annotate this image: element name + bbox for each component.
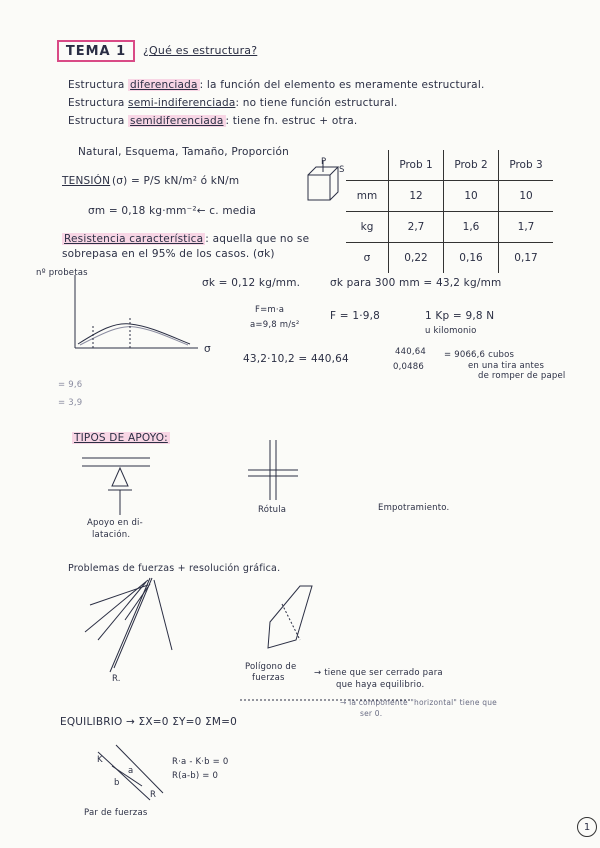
table-cell: 2,7 xyxy=(389,212,444,243)
type3-term: semidiferenciada xyxy=(130,115,224,127)
sigma-axis-label: σ xyxy=(204,343,211,355)
force-polygon-sketch xyxy=(240,586,410,700)
poligono-label-1: Polígono de xyxy=(245,662,297,672)
calc2-note2: de romper de papel xyxy=(478,371,566,381)
fm-line: F=m·a xyxy=(255,305,285,315)
table-cell: 10 xyxy=(499,181,554,212)
cube-sketch xyxy=(308,160,338,200)
type2-term: semi-indiferenciada xyxy=(128,97,236,109)
p-label: P xyxy=(321,157,327,167)
type3-word: Estructura xyxy=(68,115,125,127)
table-row-unit: kg xyxy=(346,212,389,243)
question-text: ¿Qué es estructura? xyxy=(143,44,258,57)
comp-label-2: ser 0. xyxy=(360,709,383,718)
table-row-unit: σ xyxy=(363,252,371,264)
table-header: Prob 2 xyxy=(444,150,499,181)
cerrado-label-2: que haya equilibrio. xyxy=(336,680,425,690)
poligono-label-2: fuerzas xyxy=(252,673,285,683)
tension-label: TENSIÓN xyxy=(62,175,111,187)
table-cell: 0,16 xyxy=(444,243,499,274)
calc2-den: 0,0486 xyxy=(393,362,424,372)
eq2-line: R(a-b) = 0 xyxy=(172,771,219,781)
eq1-line: R·a - K·b = 0 xyxy=(172,757,229,767)
calc2-num: 440,64 xyxy=(395,347,426,357)
s-label: S xyxy=(339,165,345,175)
par-fuerzas-sketch xyxy=(98,745,163,800)
table-row-unit: mm xyxy=(346,181,389,212)
table-cell: 12 xyxy=(389,181,444,212)
type1-desc: : la función del elemento es meramente estructural. xyxy=(199,79,485,91)
natural-line: Natural, Esquema, Tamaño, Proporción xyxy=(78,146,289,158)
par-a-label: a xyxy=(128,766,134,776)
type2-word: Estructura xyxy=(68,97,125,109)
tension-formula: (σ) = P/S kN/m² ó kN/m xyxy=(112,175,240,187)
side-note-2: = 3,9 xyxy=(58,398,83,408)
distribution-sketch xyxy=(75,275,198,348)
sigma-k-para-line: σk para 300 mm = 43,2 kg/mm xyxy=(330,277,502,289)
calc2-note1: en una tira antes xyxy=(468,361,545,371)
type3-desc: : tiene fn. estruc + otra. xyxy=(225,115,358,127)
table-cell: 0,22 xyxy=(389,243,444,274)
par-r-label: R xyxy=(150,790,157,800)
par-b-label: b xyxy=(114,778,120,788)
table-cell: 1,6 xyxy=(444,212,499,243)
nprobetas-label: nº probetas xyxy=(36,268,88,278)
resistencia-desc: : aquella que no se xyxy=(205,233,310,245)
sigma-m-line: σm = 0,18 kg·mm⁻²← c. media xyxy=(88,205,257,217)
kp-line: 1 Kp = 9,8 N xyxy=(425,310,495,322)
table-cell: 0,17 xyxy=(514,252,538,264)
fuerzas-title: Problemas de fuerzas + resolución gráfica. xyxy=(68,563,281,574)
apoyo-label-2: latación. xyxy=(92,530,131,540)
calc1-line: 43,2·10,2 = 440,64 xyxy=(243,353,349,365)
resistencia-term: Resistencia característica xyxy=(64,233,204,245)
par-k-label: K xyxy=(97,755,103,765)
f-val-line: F = 1·9,8 xyxy=(330,310,381,322)
apoyo-dilatacion-sketch xyxy=(82,458,150,515)
apoyos-title-text: TIPOS DE APOYO: xyxy=(74,432,168,444)
type1-word: Estructura xyxy=(68,79,125,91)
force-fan-sketch xyxy=(85,578,172,672)
rotula-label: Rótula xyxy=(258,505,287,515)
r-label: R. xyxy=(112,674,121,684)
table-cell: 1,7 xyxy=(499,212,554,243)
rotula-sketch xyxy=(248,440,298,500)
page-number: 1 xyxy=(577,817,597,837)
equilibrio-line: EQUILIBRIO → ΣX=0 ΣY=0 ΣM=0 xyxy=(60,716,238,728)
par-label: Par de fuerzas xyxy=(84,808,148,818)
tema-title: TEMA 1 xyxy=(57,40,135,62)
fm-a-line: a=9,8 m/s² xyxy=(250,320,300,330)
empotramiento-label: Empotramiento. xyxy=(378,503,450,513)
sigma-k-line: σk = 0,12 kg/mm. xyxy=(202,277,301,289)
kilomonio-line: u kilomonio xyxy=(425,326,477,336)
calc2-res: = 9066,6 cubos xyxy=(444,350,515,360)
type1-term: diferenciada xyxy=(130,79,198,91)
table-header: Prob 3 xyxy=(499,150,554,181)
table-cell: 10 xyxy=(444,181,499,212)
table-header: Prob 1 xyxy=(389,150,444,181)
type2-desc: : no tiene función estructural. xyxy=(235,97,398,109)
apoyo-label-1: Apoyo en di- xyxy=(87,518,143,528)
comp-label-1: → la componente "horizontal" tiene que xyxy=(340,698,497,707)
sobrepasa-line: sobrepasa en el 95% de los casos. (σk) xyxy=(62,248,275,260)
cerrado-label-1: → tiene que ser cerrado para xyxy=(314,668,443,678)
side-note-1: = 9,6 xyxy=(58,380,83,390)
